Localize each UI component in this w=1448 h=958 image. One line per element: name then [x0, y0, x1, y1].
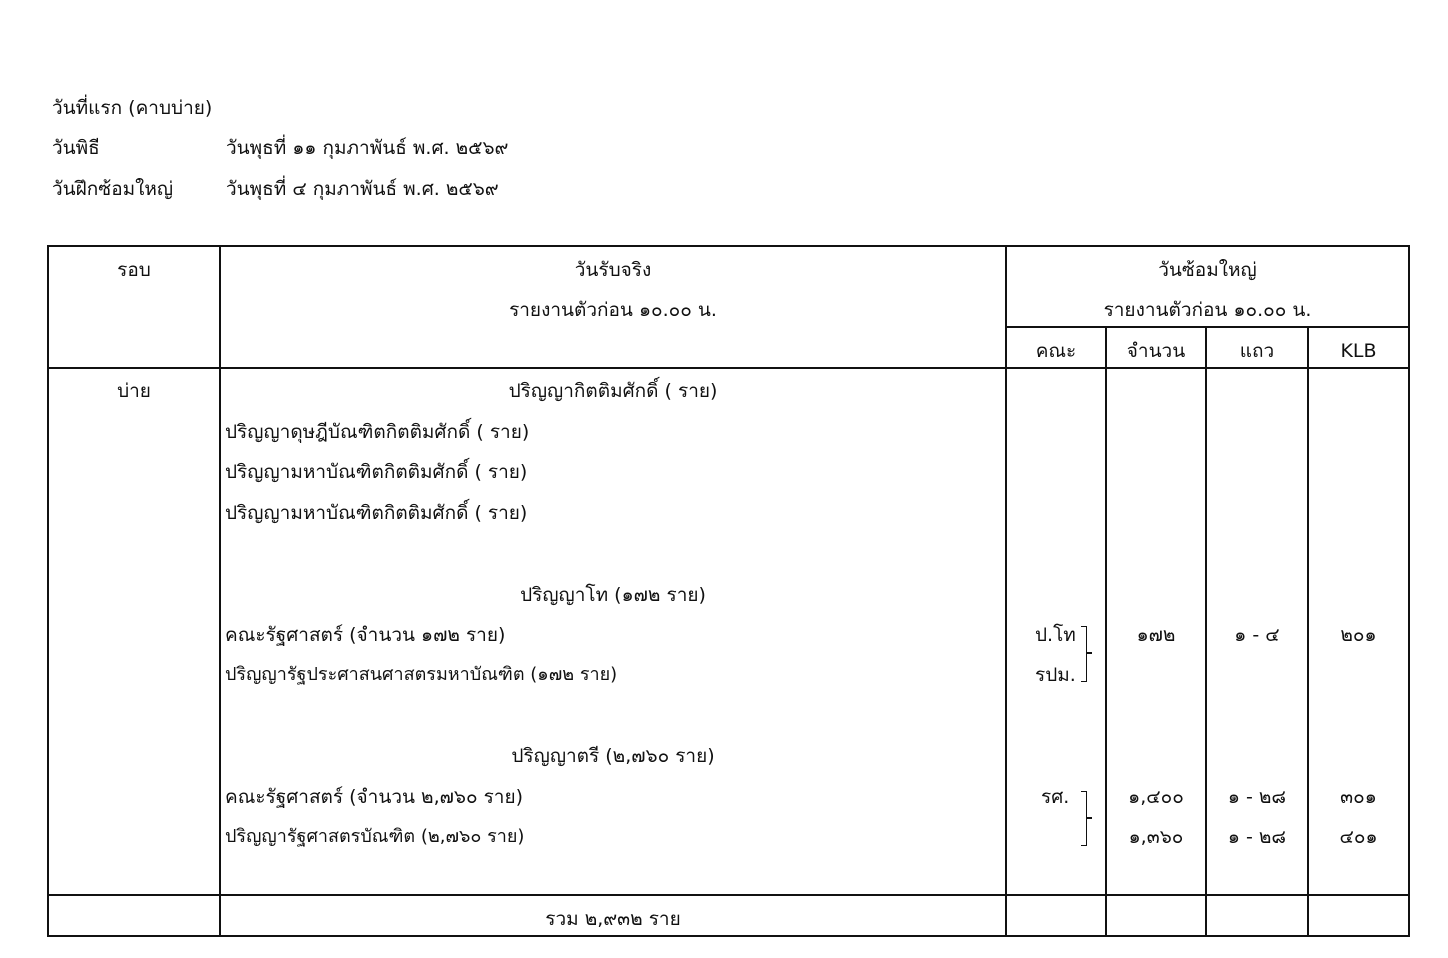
masters-faculty-code-2: รปม. [1035, 664, 1076, 686]
total-text: รวม ๒,๙๓๒ ราย [545, 908, 681, 930]
col-klb-header: KLB [1340, 340, 1377, 362]
masters-title: ปริญญาโท (๑๗๒ ราย) [520, 584, 706, 606]
honorary-title: ปริญญากิตติมศักดิ์ ( ราย) [508, 380, 718, 402]
masters-degree-line: ปริญญารัฐประศาสนศาสตรมหาบัณฑิต (๑๗๒ ราย) [225, 664, 618, 685]
col-count-header: จำนวน [1126, 340, 1186, 362]
masters-rows: ๑ - ๔ [1234, 624, 1280, 646]
table-border-right [1408, 245, 1410, 937]
subheader-divider [1005, 326, 1410, 328]
table-border-top [47, 245, 1410, 247]
masters-faculty-code-1: ป.โท [1035, 624, 1076, 646]
bachelor-rows-1: ๑ - ๒๘ [1227, 786, 1287, 808]
round-value: บ่าย [117, 380, 151, 402]
schedule-table [47, 245, 1410, 937]
masters-bracket [1081, 626, 1087, 682]
bachelor-count-1: ๑,๔๐๐ [1128, 786, 1184, 808]
honorary-item-1: ปริญญาดุษฎีบัณฑิตกิตติมศักดิ์ ( ราย) [225, 421, 530, 443]
col-actual-report-header: รายงานตัวก่อน ๑๐.๐๐ น. [509, 299, 717, 321]
rehearsal-row [52, 177, 499, 201]
bachelor-bracket-tick [1087, 817, 1092, 819]
col-rehearsal-header: วันซ้อมใหญ่ [1158, 259, 1257, 281]
bachelor-bracket [1081, 791, 1087, 846]
col-row-header: แถว [1239, 340, 1275, 362]
first-day-label: วันที่แรก (คาบบ่าย) [52, 97, 213, 119]
bachelor-faculty-code: รศ. [1041, 786, 1070, 808]
masters-count: ๑๗๒ [1136, 624, 1176, 646]
bachelor-klb-2: ๔๐๑ [1339, 826, 1378, 848]
bachelor-klb-1: ๓๐๑ [1340, 786, 1377, 808]
masters-faculty-line: คณะรัฐศาสตร์ (จำนวน ๑๗๒ ราย) [225, 624, 506, 646]
bachelor-rows-2: ๑ - ๒๘ [1227, 826, 1287, 848]
total-row-line [47, 894, 1410, 896]
col-rehearsal-report-header: รายงานตัวก่อน ๑๐.๐๐ น. [1103, 299, 1312, 321]
table-border-left [47, 245, 49, 937]
masters-klb: ๒๐๑ [1340, 624, 1377, 646]
ceremony-row [52, 136, 509, 160]
bachelor-degree-line: ปริญญารัฐศาสตรบัณฑิต (๒,๗๖๐ ราย) [225, 826, 525, 847]
ceremony-label: วันพิธี [52, 137, 100, 159]
rehearsal-label: วันฝึกซ้อมใหญ่ [52, 178, 174, 200]
col-actual-day-header: วันรับจริง [574, 259, 652, 281]
bachelor-faculty-line: คณะรัฐศาสตร์ (จำนวน ๒,๗๖๐ ราย) [225, 786, 524, 808]
masters-bracket-tick [1087, 652, 1092, 654]
honorary-item-2: ปริญญามหาบัณฑิตกิตติมศักดิ์ ( ราย) [225, 461, 528, 483]
col-faculty-header: คณะ [1035, 340, 1077, 362]
header-bottom-line [47, 367, 1410, 369]
ceremony-date: วันพุธที่ ๑๑ กุมภาพันธ์ พ.ศ. ๒๕๖๙ [226, 137, 509, 159]
bachelor-count-2: ๑,๓๖๐ [1128, 826, 1184, 848]
rehearsal-date: วันพุธที่ ๔ กุมภาพันธ์ พ.ศ. ๒๕๖๙ [226, 178, 499, 200]
col-round-header: รอบ [117, 259, 151, 281]
bachelor-title: ปริญญาตรี (๒,๗๖๐ ราย) [511, 745, 715, 767]
honorary-item-3: ปริญญามหาบัณฑิตกิตติมศักดิ์ ( ราย) [225, 502, 528, 524]
